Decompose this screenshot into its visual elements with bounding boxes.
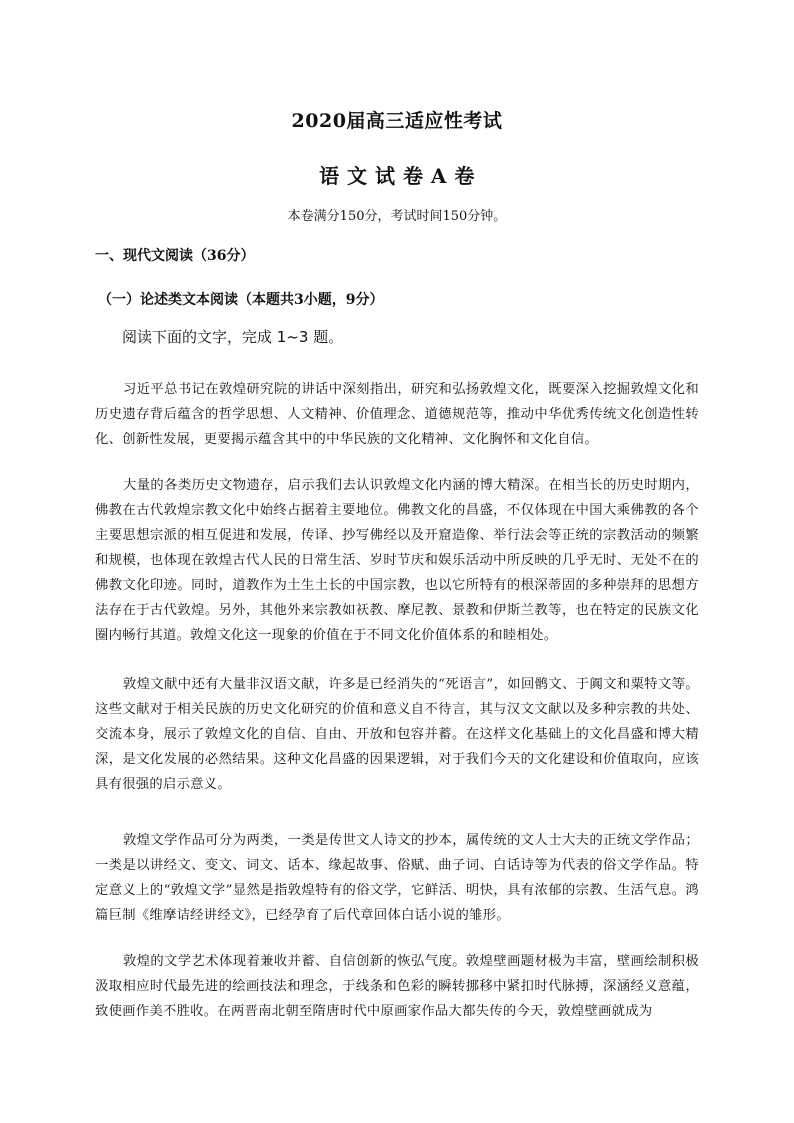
subsection-heading: （一）论述类文本阅读（本题共3小题，9分） [98,292,384,308]
passage-paragraph: 敦煌的文学艺术体现着兼收并蓄、自信创新的恢弘气度。敦煌壁画题材极为丰富，壁画绘制积极汲取相应时代最先进的绘画技法和理念，于线条和色彩的瞬转挪移中紧扣时代脉搏，深涵经义意蕴，致使画作美不胜收。在两晋南北朝至隋唐时代中原画家作品大都失传的今天，敦煌壁画就成为 [95,954,699,1020]
reading-instruction: 阅读下面的文字，完成 1~3 题。 [122,328,344,346]
passage-paragraph: 敦煌文学作品可分为两类，一类是传世文人诗文的抄本，属传统的文人士大夫的正统文学作品；一类是以讲经文、变文、词文、话本、缘起故事、俗赋、曲子词、白话诗等为代表的俗文学作品。特定意义上的“敦煌文学”显然是指敦煌特有的俗文学，它鲜活、明快，具有浓郁的宗教、生活气息。鸿篇巨制《维摩诘经讲经文》，已经孕育了后代章回体白话小说的雏形。 [95,833,699,924]
exam-title: 2020届高三适应性考试 [291,110,503,132]
exam-subtitle: 语 文 试 卷 A 卷 [319,164,475,188]
passage-paragraph: 习近平总书记在敦煌研究院的讲话中深刻指出，研究和弘扬敦煌文化，既要深入挖掘敦煌文化和历史遗存背后蕴含的哲学思想、人文精神、价值理念、道德规范等，推动中华优秀传统文化创造性转化、创新性发展，更要揭示蕴含其中的中华民族的文化精神、文化胸怀和文化自信。 [95,382,699,448]
passage-paragraph: 大量的各类历史文物遗存，启示我们去认识敦煌文化内涵的博大精深。在相当长的历史时期内，佛教在古代敦煌宗教文化中始终占据着主要地位。佛教文化的昌盛，不仅体现在中国大乘佛教的各个主要思想宗派的相互促进和发展，传译、抄写佛经以及开窟造像、举行法会等正统的宗教活动的频繁和规模，也体现在敦煌古代人民的日常生活、岁时节庆和娱乐活动中所反映的几乎无时、无处不在的佛教文化印迹。同时，道教作为土生土长的中国宗教，也以它所特有的根深蒂固的多种崇拜的思想方法存在于古代敦煌。另外，其他外来宗教如祆教、摩尼教、景教和伊斯兰教等，也在特定的民族文化圈内畅行其道。敦煌文化这一现象的价值在于不同文化价值体系的和睦相处。 [95,478,699,644]
exam-note: 本卷满分150分，考试时间150分钟。 [287,209,507,224]
section-heading: 一、现代文阅读（36分） [95,248,255,264]
passage-paragraph: 敦煌文献中还有大量非汉语文献，许多是已经消失的“死语言”，如回鹘文、于阗文和粟特文等。这些文献对于相关民族的历史文化研究的价值和意义自不待言，其与汉文文献以及多种宗教的共处、交流本身，展示了敦煌文化的自信、自由、开放和包容并蓄。在这样文化基础上的文化昌盛和博大精深，是文化发展的必然结果。这种文化昌盛的因果逻辑，对于我们今天的文化建设和价值取向，应该具有很强的启示意义。 [95,677,699,793]
